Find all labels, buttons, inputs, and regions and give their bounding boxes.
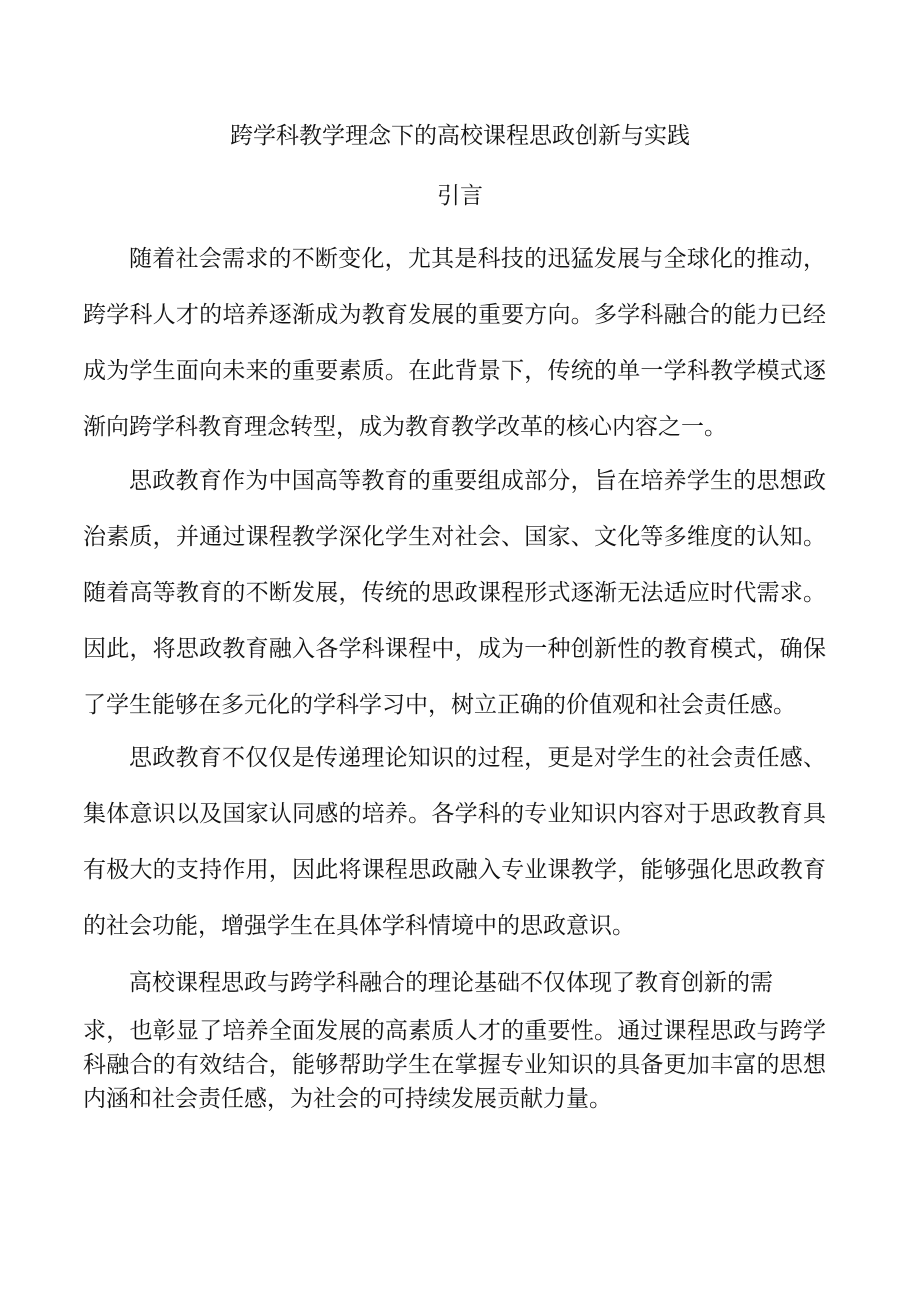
paragraph-4-continuation: 求，也彰显了培养全面发展的高素质人才的重要性。通过课程思政与跨学科融合的有效结合，能够帮助学生在掌握专业知识的具备更加丰富的思想内涵和社会责任感，为社会的可持续发展贡献力量。 xyxy=(83,1018,826,1112)
document-title: 跨学科教学理念下的高校课程思政创新与实践 xyxy=(230,123,690,149)
paragraph-3: 思政教育不仅仅是传递理论知识的过程，更是对学生的社会责任感、集体意识以及国家认同感的培养。各学科的专业知识内容对于思政教育具有极大的支持作用，因此将课程思政融入专业课教学，能够强化思政教育的社会功能，增强学生在具体学科情境中的思政意识。 xyxy=(83,745,826,939)
paragraph-4-first-line: 高校课程思政与跨学科融合的理论基础不仅体现了教育创新的需 xyxy=(129,970,773,996)
section-heading: 引言 xyxy=(437,183,483,209)
paragraph-1: 随着社会需求的不断变化，尤其是科技的迅猛发展与全球化的推动，跨学科人才的培养逐渐成为教育发展的重要方向。多学科融合的能力已经成为学生面向未来的重要素质。在此背景下，传统的单一学科教学模式逐渐向跨学科教育理念转型，成为教育教学改革的核心内容之一。 xyxy=(83,246,826,440)
paragraph-2: 思政教育作为中国高等教育的重要组成部分，旨在培养学生的思想政治素质，并通过课程教学深化学生对社会、国家、文化等多维度的认知。随着高等教育的不断发展，传统的思政课程形式逐渐无法适应时代需求。因此，将思政教育融入各学科课程中，成为一种创新性的教育模式，确保了学生能够在多元化的学科学习中，树立正确的价值观和社会责任感。 xyxy=(83,468,826,718)
